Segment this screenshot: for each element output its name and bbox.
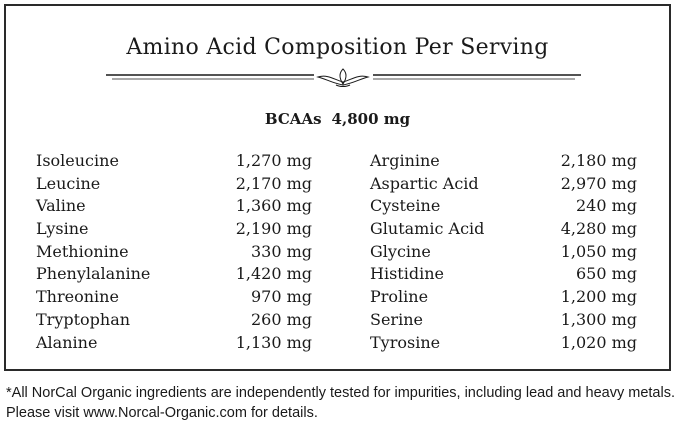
amino-name: Histidine xyxy=(370,264,444,284)
amino-row xyxy=(370,241,637,264)
amino-amount: 2,190 mg xyxy=(235,219,312,239)
amino-name: Leucine xyxy=(36,173,101,193)
amino-name: Glutamic Acid xyxy=(370,219,485,239)
amino-amount: 2,170 mg xyxy=(235,173,312,193)
amino-name: Tyrosine xyxy=(370,332,441,352)
amino-name: Aspartic Acid xyxy=(370,173,479,193)
amino-list-left xyxy=(36,150,312,354)
bcaa-label: BCAAs xyxy=(264,110,322,128)
amino-amount: 2,180 mg xyxy=(560,151,637,170)
amino-list-right xyxy=(370,150,637,354)
amino-row xyxy=(36,309,312,332)
amino-name: Glycine xyxy=(370,241,431,261)
amino-amount: 330 mg xyxy=(250,241,312,261)
amino-amount: 1,300 mg xyxy=(560,309,637,329)
amino-row xyxy=(370,195,637,218)
amino-name: Tryptophan xyxy=(36,309,131,329)
bcaa-value: 4,800 mg xyxy=(331,110,411,128)
amino-amount: 2,970 mg xyxy=(560,173,637,193)
panel-title: Amino Acid Composition Per Serving xyxy=(126,35,549,60)
amino-amount: 650 mg xyxy=(575,264,637,284)
amino-amount: 1,360 mg xyxy=(235,196,312,216)
amino-amount: 240 mg xyxy=(575,196,637,216)
amino-row xyxy=(370,173,637,196)
bcaa-total xyxy=(6,110,669,128)
amino-amount: 1,050 mg xyxy=(560,241,637,261)
amino-row xyxy=(370,218,637,241)
amino-name: Methionine xyxy=(36,241,129,261)
amino-row xyxy=(36,332,312,355)
amino-amount: 4,280 mg xyxy=(560,219,637,239)
amino-row xyxy=(36,218,312,241)
divider-ornament-icon xyxy=(106,68,581,88)
amino-row xyxy=(36,195,312,218)
amino-name: Phenylalanine xyxy=(36,264,151,284)
amino-row xyxy=(370,332,637,355)
amino-row xyxy=(370,263,637,286)
amino-name: Lysine xyxy=(36,219,89,239)
amino-row xyxy=(370,150,637,173)
amino-name: Valine xyxy=(36,196,86,216)
amino-amount: 1,020 mg xyxy=(560,332,637,352)
amino-amount: 1,270 mg xyxy=(235,151,312,170)
amino-name: Arginine xyxy=(370,151,440,170)
amino-row xyxy=(36,173,312,196)
amino-name: Proline xyxy=(370,287,429,307)
amino-name: Alanine xyxy=(36,332,98,352)
amino-row xyxy=(370,286,637,309)
footnote: *All NorCal Organic ingredients are independently tested for impurities, including lead and heavy metals. Please visit www.Norcal-Organic.com for details. xyxy=(6,385,675,421)
amino-amount: 1,420 mg xyxy=(235,264,312,284)
amino-amount: 260 mg xyxy=(250,309,312,329)
amino-row xyxy=(36,286,312,309)
amino-name: Cysteine xyxy=(370,196,441,216)
amino-acid-panel xyxy=(4,4,671,371)
amino-name: Threonine xyxy=(36,287,119,307)
amino-name: Isoleucine xyxy=(36,151,119,170)
amino-amount: 970 mg xyxy=(250,287,312,307)
amino-row xyxy=(370,309,637,332)
amino-amount: 1,130 mg xyxy=(235,332,312,352)
amino-row xyxy=(36,263,312,286)
amino-row xyxy=(36,150,312,173)
amino-name: Serine xyxy=(370,309,423,329)
amino-row xyxy=(36,241,312,264)
amino-amount: 1,200 mg xyxy=(560,287,637,307)
